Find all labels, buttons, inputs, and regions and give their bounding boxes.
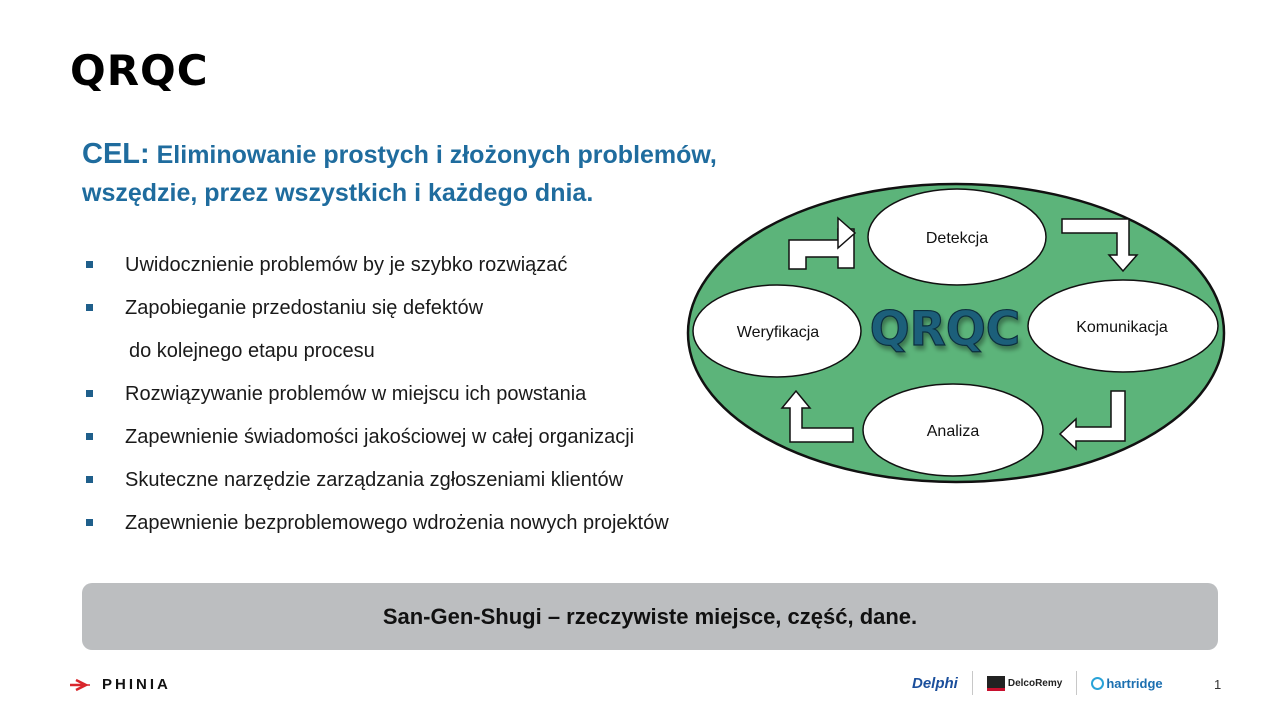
- brand-logos: [912, 668, 1163, 698]
- hartridge-logo-icon: [1091, 677, 1104, 690]
- node-analiza: Analiza: [926, 423, 980, 440]
- company-name: PHINIA: [102, 676, 171, 693]
- goal-label: CEL:: [82, 138, 150, 170]
- goal-line-1: Eliminowanie prostych i złożonych problemów,: [156, 141, 717, 169]
- brand-delphi: Delphi: [912, 674, 958, 692]
- slide-title: QRQC: [70, 46, 209, 95]
- list-item: Rozwiązywanie problemów w miejscu ich powstania: [84, 373, 669, 416]
- bullet-square-icon: [86, 390, 93, 397]
- list-item: Zapobieganie przedostaniu się defektów: [84, 287, 669, 330]
- delcoremy-logo-icon: [987, 676, 1005, 691]
- company-logo: [70, 676, 171, 693]
- diagram-center-label: QRQC: [869, 302, 1021, 357]
- list-item: Skuteczne narzędzie zarządzania zgłoszeniami klientów: [84, 459, 669, 502]
- list-item-continuation: do kolejnego etapu procesu: [129, 340, 375, 362]
- list-item: Zapewnienie świadomości jakościowej w całej organizacji: [84, 416, 669, 459]
- bullet-square-icon: [86, 476, 93, 483]
- node-weryfikacja: Weryfikacja: [736, 324, 820, 341]
- brand-delcoremy: DelcoRemy: [987, 676, 1062, 691]
- list-item: Uwidocznienie problemów by je szybko rozwiązać: [84, 244, 669, 287]
- page-number: 1: [1214, 677, 1222, 692]
- bullet-square-icon: [86, 519, 93, 526]
- bullet-square-icon: [86, 304, 93, 311]
- bullet-square-icon: [86, 261, 93, 268]
- bullet-square-icon: [86, 433, 93, 440]
- brand-hartridge: hartridge: [1091, 676, 1162, 691]
- phinia-logo-icon: [70, 677, 94, 693]
- brand-divider: [1076, 671, 1077, 695]
- list-item: Zapewnienie bezproblemowego wdrożenia nowych projektów: [84, 502, 669, 545]
- brand-divider: [972, 671, 973, 695]
- goal-line-2: wszędzie, przez wszystkich i każdego dnia.: [82, 179, 594, 207]
- banner-san-gen-shugi: San-Gen-Shugi – rzeczywiste miejsce, część, dane.: [82, 583, 1218, 650]
- bullet-list: [84, 244, 669, 545]
- node-detekcja: Detekcja: [925, 230, 989, 247]
- goal-statement: [82, 135, 802, 212]
- node-komunikacja: Komunikacja: [1076, 319, 1168, 336]
